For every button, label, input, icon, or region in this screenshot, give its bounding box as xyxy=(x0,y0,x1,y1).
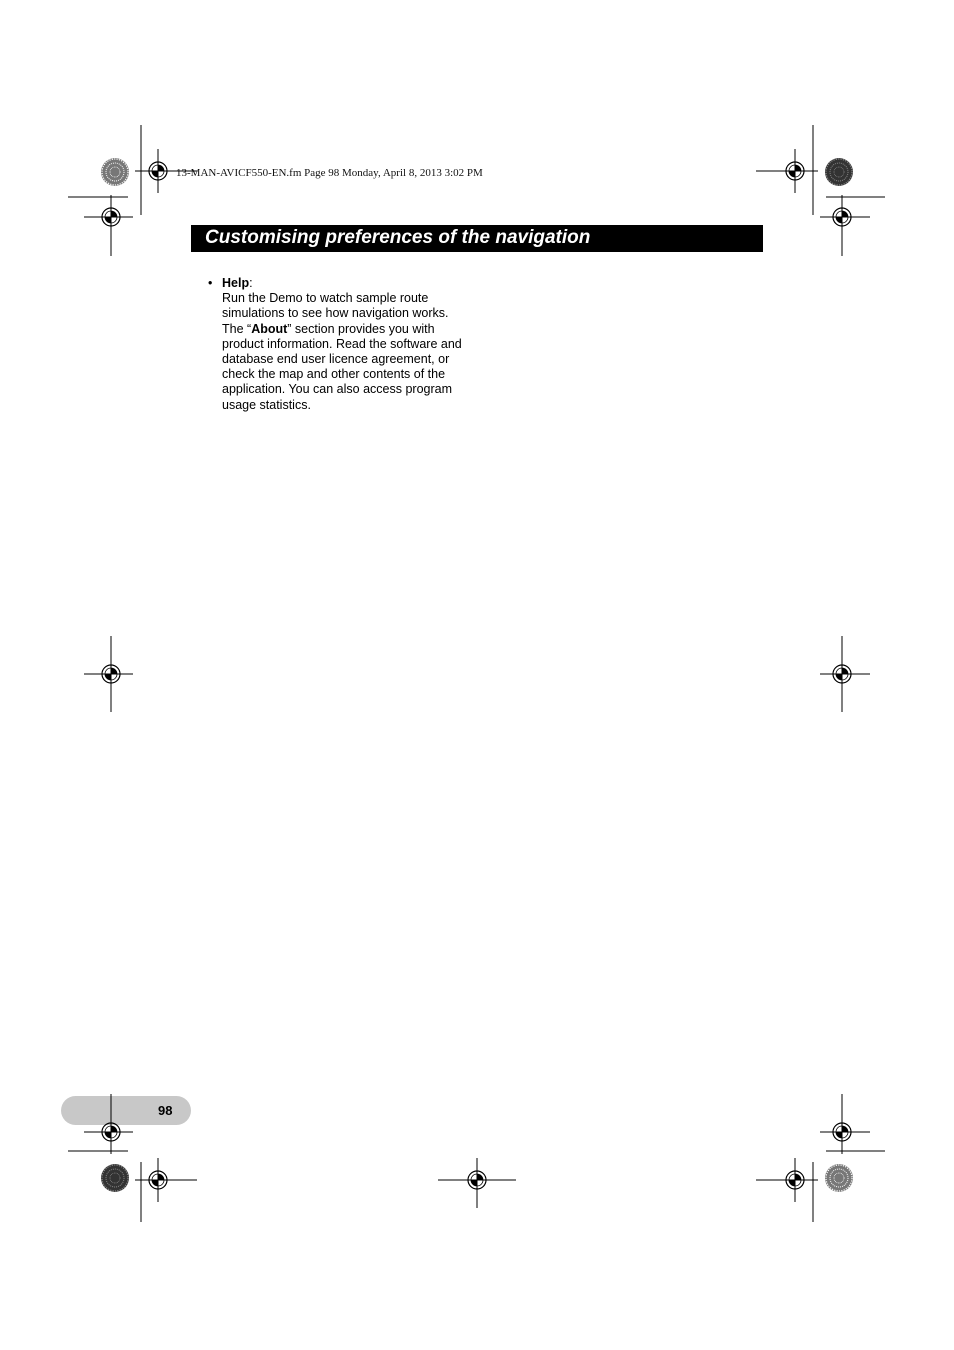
about-label: About xyxy=(251,321,288,336)
section-title: Customising preferences of the navigation xyxy=(205,227,591,248)
help-text-part-1: Run the Demo to watch sample route simulations to see how navigation works. The “ xyxy=(222,291,449,336)
bullet-glyph: • xyxy=(208,276,213,290)
page-number: 98 xyxy=(158,1103,173,1118)
help-text-part-2: ” section provides you with product information. Read the software and database end user licence agreement, or check the map and other contents of the application. You can also access program usage statistics. xyxy=(222,321,462,412)
help-label: Help xyxy=(222,276,250,290)
star-target xyxy=(825,1164,853,1192)
star-target xyxy=(101,1164,129,1192)
file-header-info: 13-MAN-AVICF550-EN.fm Page 98 Monday, April 8, 2013 3:02 PM xyxy=(176,167,483,179)
star-target xyxy=(101,158,129,186)
help-colon: : xyxy=(249,276,253,290)
star-target xyxy=(825,158,853,186)
